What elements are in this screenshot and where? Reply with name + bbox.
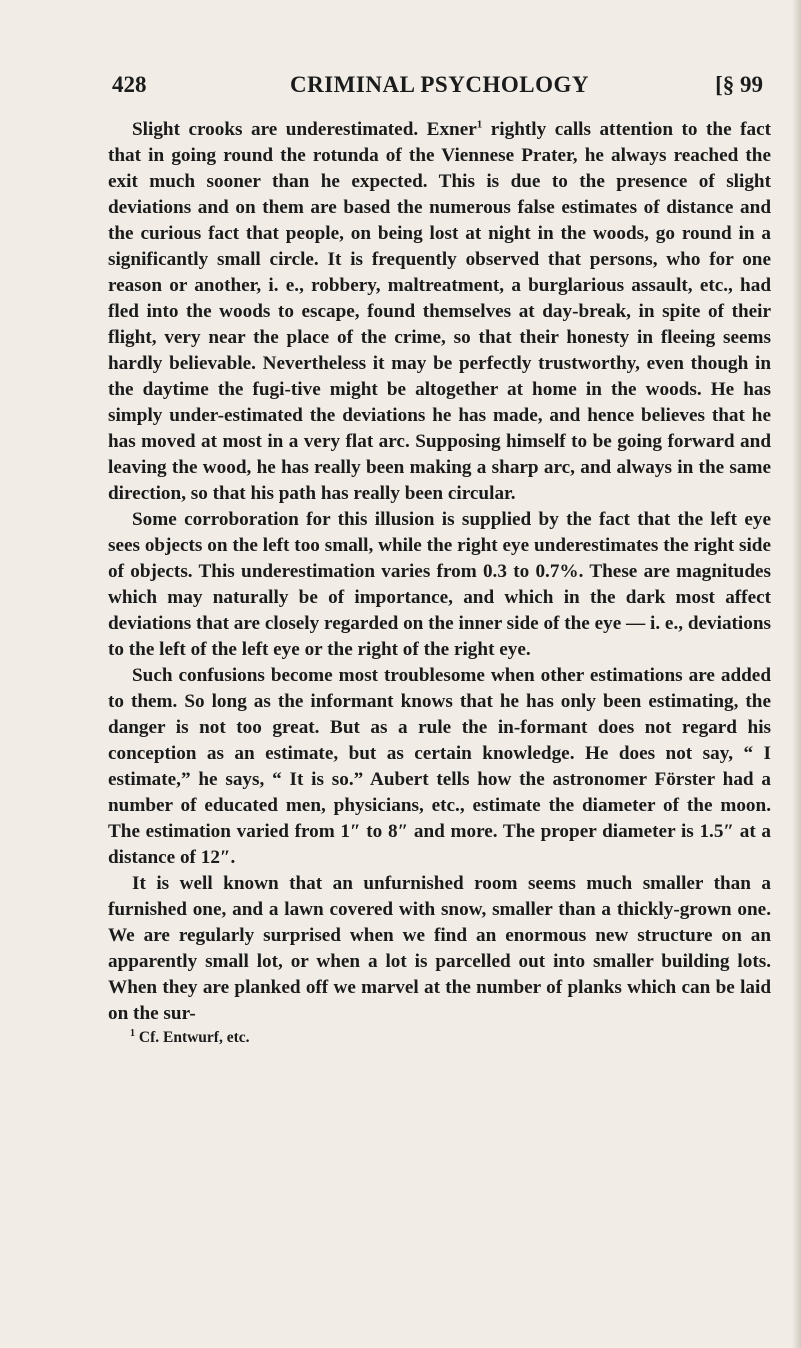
page-edge-shadow [792,0,801,1348]
page-number: 428 [112,72,147,97]
paragraph-1 [108,117,771,507]
book-page [108,72,771,1047]
section-number: [§ 99 [715,72,763,97]
paragraph-4: It is well known that an unfurnished room seems much smaller than a furnished one, and a lawn covered with snow, smaller than a thickly-grown one. We are regularly surprised when we find an enormous new structure on an apparently small lot, or when a lot is parcelled out into smaller building lots. When they are planked off we marvel at the number of planks which can be laid on the sur- [108,873,771,1024]
paragraph-1-text-a: Slight crooks are underestimated. Exner [132,119,477,140]
paragraph-1-text-b: rightly calls attention to the fact that in going round the rotunda of the Viennese Prater, he always reached the exit much sooner than he expected. This is due to the presence of slight deviations and on them are based the numerous false estimates of distance and the curious fact that people, on being lost at night in the woods, go round in a significantly small circle. It is frequently observed that persons, who for one reason or another, i. e., robbery, maltreatment, a burglarious assault, etc., had fled into the woods to escape, found themselves at day-break, in spite of their flight, very near the place of the crime, so that their honesty in fleeing seems hardly believable. Nevertheless it may be perfectly trustworthy, even though in the daytime the fugi-tive might be altogether at home in the woods. He has simply under-estimated the deviations he has made, and hence believes that he has moved at most in a very flat arc. Supposing himself to be going forward and leaving the wood, he has really been making a sharp arc, and always in the same direction, so that his path has really been circular. [108,119,771,504]
paragraph-2: Some corroboration for this illusion is supplied by the fact that the left eye sees objects on the left too small, while the right eye underestimates the right side of objects. This underestimation varies from 0.3 to 0.7%. These are magnitudes which may naturally be of importance, and which in the dark most affect deviations that are closely regarded on the inner side of the eye — i. e., deviations to the left of the left eye or the right of the right eye. [108,509,771,660]
running-header [108,72,771,106]
footnote [108,1029,771,1047]
running-title: CRIMINAL PSYCHOLOGY [290,72,589,97]
paragraph-3: Such confusions become most troublesome when other estimations are added to them. So long as the informant knows that he has only been estimating, the danger is not too great. But as a rule the in-formant does not regard his conception as an estimate, but as certain knowledge. He does not say, “ I estimate,” he says, “ It is so.” Aubert tells how the astronomer Förster had a number of educated men, physicians, etc., estimate the diameter of the moon. The estimation varied from 1″ to 8″ and more. The proper diameter is 1.5″ at a distance of 12″. [108,665,771,868]
footnote-text: Cf. Entwurf, etc. [135,1029,250,1046]
footnote-reference: 1 [476,118,483,131]
footnote-mark: 1 [130,1027,135,1039]
body-text [108,117,771,1027]
